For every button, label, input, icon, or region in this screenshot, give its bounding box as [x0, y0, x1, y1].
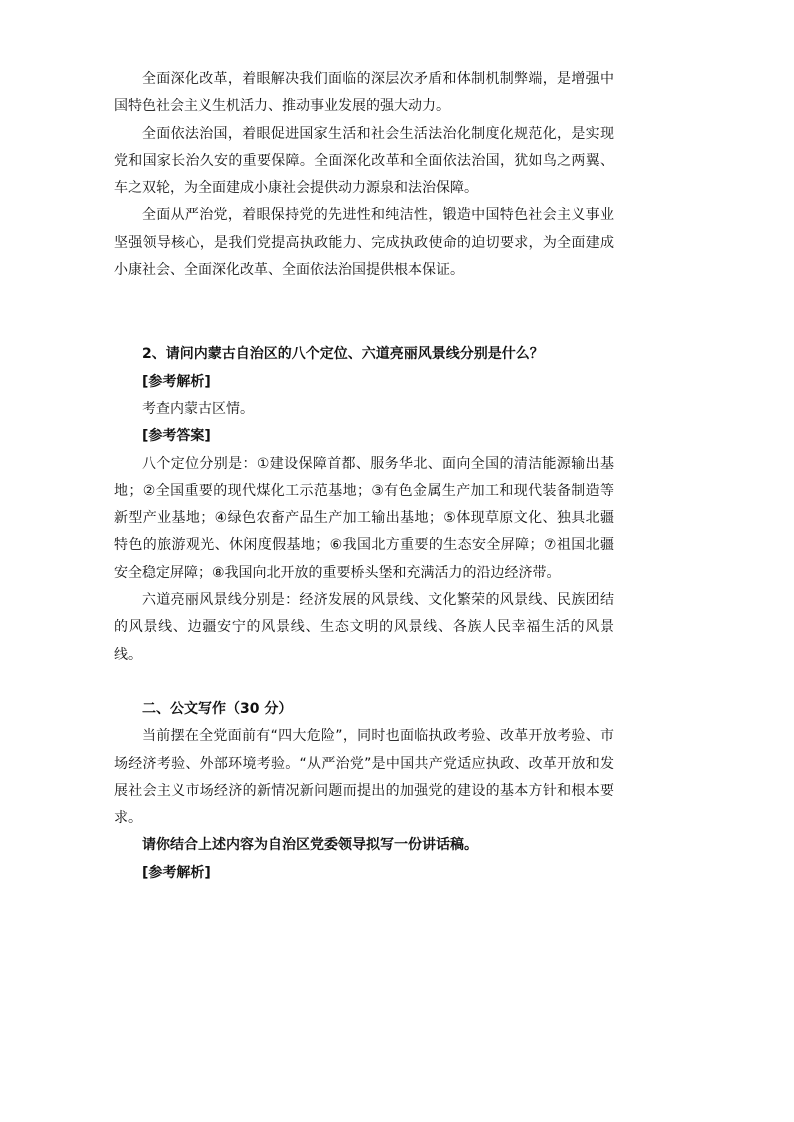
answer-tag: [参考答案]	[142, 428, 211, 445]
analysis-tag: [参考解析]	[142, 373, 211, 390]
spacer	[114, 669, 614, 696]
section-2-heading: 二、公文写作（30 分）	[142, 700, 293, 717]
paragraph-party-discipline: 全面从严治党，着眼保持党的先进性和纯洁性，锻造中国特色社会主义事业坚强领导核心，是我们党提高执政能力、完成执政使命的迫切要求，为全面建成小康社会、全面深化改革、全面依法治国提供根本保证。	[114, 207, 614, 279]
analysis-text: 考查内蒙古区情。	[142, 400, 254, 417]
paragraph-reform: 全面深化改革，着眼解决我们面临的深层次矛盾和体制机制弊端，是增强中国特色社会主义生机活力、推动事业发展的强大动力。	[114, 71, 614, 115]
analysis-tag-2: [参考解析]	[142, 864, 211, 881]
document-body	[114, 66, 614, 887]
question-2-title: 2、请问内蒙古自治区的八个定位、六道亮丽风景线分别是什么？	[142, 346, 544, 363]
spacer	[114, 284, 614, 341]
answer-six-scenic-lines: 六道亮丽风景线分别是：经济发展的风景线、文化繁荣的风景线、民族团结的风景线、边疆安宁的风景线、生态文明的风景线、各族人民幸福生活的风景线。	[114, 592, 614, 663]
answer-eight-positions: 八个定位分别是：①建设保障首都、服务华北、面向全国的清洁能源输出基地；②全国重要的现代煤化工示范基地；③有色金属生产加工和现代装备制造等新型产业基地；④绿色农畜产品生产加工输出基地；⑤体现草原文化、独具北疆特色的旅游观光、休闲度假基地；⑥我国北方重要的生态安全屏障；⑦祖国北疆安全稳定屏障；⑧我国向北开放的重要桥头堡和充满活力的沿边经济带。	[114, 455, 614, 581]
paragraph-rule-of-law: 全面依法治国，着眼促进国家生活和社会生活法治化制度化规范化，是实现党和国家长治久安的重要保障。全面深化改革和全面依法治国，犹如鸟之两翼、车之双轮，为全面建成小康社会提供动力源泉和法治保障。	[114, 125, 614, 197]
writing-instruction: 请你结合上述内容为自治区党委领导拟写一份讲话稿。	[142, 837, 478, 854]
section-2-paragraph: 当前摆在全党面前有“四大危险”，同时也面临执政考验、改革开放考验、市场经济考验、外部环境考验。“从严治党”是中国共产党适应执政、改革开放和发展社会主义市场经济的新情况新问题而提出的加强党的建设的基本方针和根本要求。	[114, 728, 614, 827]
